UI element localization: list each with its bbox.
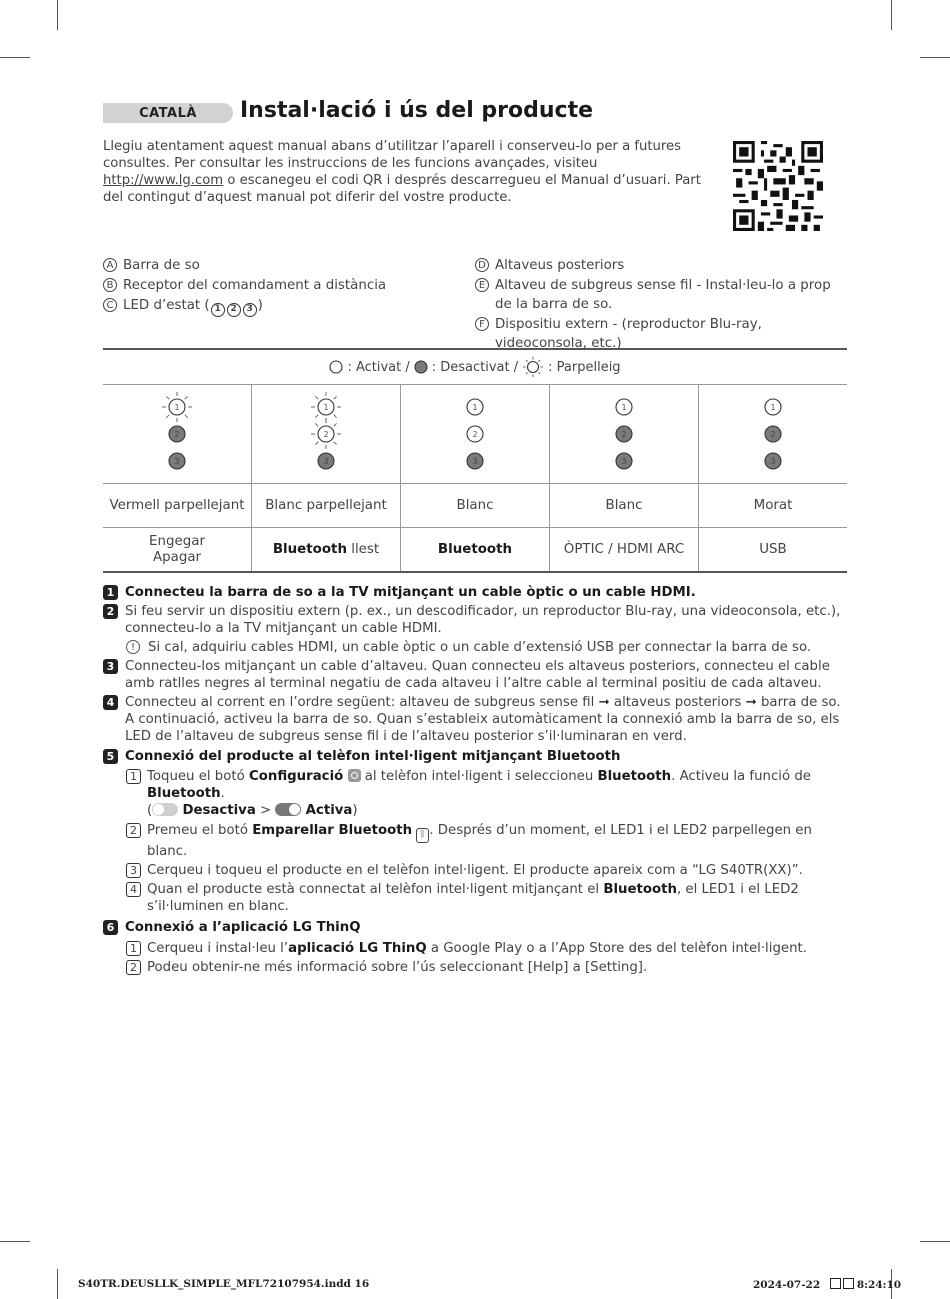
led-2-off-icon bbox=[616, 426, 632, 442]
step-6-1 bbox=[126, 940, 847, 957]
text-part: , el LED1 i el LED2 s’il·luminen en blanc. bbox=[147, 882, 799, 914]
substep-number-badge: 2 bbox=[126, 960, 141, 975]
text-part: al telèfon intel·ligent i seleccioneu bbox=[360, 769, 598, 784]
substep-text bbox=[147, 768, 847, 819]
state-text: USB bbox=[759, 542, 787, 557]
legend-text: LED d’estat ( bbox=[123, 298, 210, 313]
clock-icon bbox=[830, 1278, 841, 1289]
step-text: Connecteu la barra de so a la TV mitjançant un cable òptic o un cable HDMI. bbox=[125, 585, 696, 600]
led-state-cell bbox=[401, 528, 550, 571]
text-part: . Després d’un moment, el LED1 i el LED2 parpellegen en blanc. bbox=[147, 823, 812, 859]
text-part: ( bbox=[147, 803, 153, 818]
svg-text:1: 1 bbox=[621, 403, 627, 412]
led-diagram-cell bbox=[252, 385, 401, 483]
legend-item bbox=[103, 276, 453, 295]
step-text: Si feu servir un dispositiu extern (p. ex., un descodificador, un reproductor Blu-ray, una videoconsola, etc.), connecteu-lo a la TV mitjançant un cable HDMI. bbox=[125, 604, 841, 636]
substep-number-badge: 1 bbox=[126, 941, 141, 956]
led-3-off-icon bbox=[765, 453, 781, 469]
svg-text:2: 2 bbox=[323, 430, 329, 439]
svg-text:3: 3 bbox=[174, 457, 180, 466]
text-part: . Activeu la funció de bbox=[671, 769, 811, 784]
step-3 bbox=[103, 658, 847, 692]
led-state-row bbox=[103, 528, 847, 573]
led-number-badge: 2 bbox=[227, 303, 241, 317]
clock-icon bbox=[843, 1278, 854, 1289]
substep-number-badge: 3 bbox=[126, 863, 141, 878]
step-text-part: barra de so. A continuació, activeu la barra de so. Quan s’estableix automàticament la connexió amb la barra de so, els LED de l’altaveu de subgreus sense fil i de l’altaveu posterior s’il·luminaran en verd. bbox=[125, 695, 841, 744]
led-diagram-cell bbox=[103, 385, 252, 483]
led-color-row bbox=[103, 484, 847, 528]
legend-text: Receptor del comandament a distància bbox=[123, 278, 387, 293]
settings-label: Configuració bbox=[248, 769, 344, 784]
led-diagram-cell bbox=[401, 385, 550, 483]
lg-website-link[interactable]: http://www.lg.com bbox=[103, 173, 224, 188]
svg-text:3: 3 bbox=[472, 457, 478, 466]
step-1 bbox=[103, 584, 847, 601]
footer-date-text: 2024-07-22 bbox=[753, 1279, 821, 1291]
led-status-table bbox=[103, 348, 847, 573]
step-5-1 bbox=[126, 768, 847, 819]
svg-text:1: 1 bbox=[472, 403, 478, 412]
svg-text:1: 1 bbox=[770, 403, 776, 412]
legend-text-close: ) bbox=[257, 298, 263, 313]
state-text: ÒPTIC / HDMI ARC bbox=[563, 542, 685, 557]
svg-text:1: 1 bbox=[174, 403, 180, 412]
legend-right bbox=[475, 256, 847, 354]
intro-paragraph bbox=[103, 138, 713, 206]
step-number-badge: 6 bbox=[103, 920, 118, 935]
led-3-off-icon bbox=[467, 453, 483, 469]
legend-text: Altaveu de subgreus sense fil - Instal·leu-lo a prop de la barra de so. bbox=[495, 278, 831, 312]
led-diagram-cell bbox=[550, 385, 699, 483]
text-part: Quan el producte està connectat al telèfon intel·ligent mitjançant el bbox=[147, 882, 604, 897]
led-off-icon bbox=[414, 360, 428, 374]
led-3-off-icon bbox=[616, 453, 632, 469]
text-part: a Google Play o a l’App Store des del telèfon intel·ligent. bbox=[426, 941, 807, 956]
text-part: ) bbox=[352, 803, 358, 818]
led-color-cell: Vermell parpellejant bbox=[103, 484, 252, 527]
substep-text: Podeu obtenir-ne més informació sobre l’ús seleccionant [Help] a [Setting]. bbox=[147, 960, 648, 975]
legend-item bbox=[103, 296, 453, 317]
crop-mark bbox=[0, 57, 30, 58]
step-number-badge: 1 bbox=[103, 585, 118, 600]
led-diagram bbox=[445, 389, 505, 479]
pair-bluetooth-label: Emparellar Bluetooth bbox=[252, 823, 413, 838]
led-number-badge: 3 bbox=[243, 303, 257, 317]
svg-text:3: 3 bbox=[323, 457, 329, 466]
led-1-on-icon bbox=[467, 399, 483, 415]
state-bold: Bluetooth bbox=[437, 542, 513, 557]
text-part: . bbox=[220, 786, 225, 801]
svg-text:3: 3 bbox=[621, 457, 627, 466]
arrow-icon: ➞ bbox=[745, 695, 757, 710]
legend-text: Dispositiu extern - (reproductor Blu-ray, videoconsola, etc.) bbox=[495, 317, 762, 351]
footer-filename: S40TR.DEUSLLK_SIMPLE_MFL72107954.indd 16 bbox=[78, 1278, 370, 1290]
svg-text:2: 2 bbox=[472, 430, 478, 439]
app-name-label: aplicació LG ThinQ bbox=[288, 941, 427, 956]
led-3-off-icon bbox=[169, 453, 185, 469]
led-diagram bbox=[594, 389, 654, 479]
crop-mark bbox=[920, 57, 950, 58]
step-text: Connecteu-los mitjançant un cable d’altaveu. Quan connecteu els altaveus posteriors, connecteu el cable amb ratlles negres al terminal negatiu de cada altaveu i l’altre cable al terminal positiu de cada altaveu. bbox=[125, 659, 830, 691]
led-state-cell bbox=[252, 528, 401, 571]
legend-item bbox=[475, 276, 847, 314]
page-title: Instal·lació i ús del producte bbox=[240, 98, 594, 123]
step-text-part: altaveus posteriors bbox=[609, 695, 746, 710]
qr-code-icon[interactable] bbox=[733, 141, 823, 231]
step-number-badge: 5 bbox=[103, 749, 118, 764]
note-text: Si cal, adquiriu cables HDMI, un cable òptic o un cable d’extensió USB per connectar la barra de so. bbox=[148, 640, 812, 655]
letter-badge: E bbox=[475, 278, 489, 292]
led-on-label: : Activat / bbox=[347, 359, 410, 375]
led-diagram bbox=[296, 389, 356, 479]
letter-badge: B bbox=[103, 278, 117, 292]
step-2 bbox=[103, 603, 847, 637]
step-text-part: Connecteu al corrent en l’ordre següent: altaveu de subgreus sense fil bbox=[125, 695, 599, 710]
bluetooth-icon: ᛒ bbox=[416, 828, 429, 843]
gear-icon bbox=[348, 769, 361, 782]
led-number-badge: 1 bbox=[211, 303, 225, 317]
svg-text:1: 1 bbox=[323, 403, 329, 412]
led-color-cell: Blanc bbox=[550, 484, 699, 527]
bluetooth-label: Bluetooth bbox=[147, 786, 221, 801]
crop-mark bbox=[57, 0, 58, 30]
state-line: Apagar bbox=[152, 549, 202, 565]
led-blink-icon bbox=[522, 356, 544, 378]
step-5 bbox=[103, 748, 847, 765]
step-2-note bbox=[126, 639, 847, 656]
led-color-cell: Blanc parpellejant bbox=[252, 484, 401, 527]
toggle-off-label: Desactiva bbox=[182, 803, 256, 818]
text-part: Premeu el botó bbox=[147, 823, 253, 838]
instruction-steps bbox=[103, 584, 847, 978]
state-text: llest bbox=[346, 542, 380, 557]
led-diagram bbox=[743, 389, 803, 479]
step-6-2 bbox=[126, 959, 847, 976]
intro-text: Llegiu atentament aquest manual abans d’utilitzar l’aparell i conserveu-lo per a futures consultes. Per consultar les instruccions de les funcions avançades, visiteu bbox=[103, 139, 681, 171]
led-1-blink-icon bbox=[311, 392, 341, 422]
text-part: Cerqueu i instal·leu l’ bbox=[147, 941, 289, 956]
led-state-cell bbox=[699, 528, 847, 571]
crop-mark bbox=[920, 1241, 950, 1242]
text-part: Toqueu el botó bbox=[147, 769, 249, 784]
footer-time-text: 8:24:10 bbox=[856, 1279, 902, 1291]
led-2-blink-icon bbox=[311, 419, 341, 449]
led-color-cell: Morat bbox=[753, 498, 793, 513]
substep-text: Cerqueu i toqueu el producte en el telèfon intel·ligent. El producte apareix com a “LG S40TR(XX)”. bbox=[147, 863, 803, 878]
led-key-row bbox=[103, 350, 847, 385]
crop-mark bbox=[0, 1241, 30, 1242]
state-line: Engegar bbox=[149, 533, 205, 549]
step-number-badge: 4 bbox=[103, 695, 118, 710]
language-label: CATALÀ bbox=[103, 103, 233, 123]
substep-number-badge: 4 bbox=[126, 882, 141, 897]
step-5-3 bbox=[126, 862, 847, 879]
led-diagram-cell bbox=[699, 385, 847, 483]
led-1-blink-icon bbox=[162, 392, 192, 422]
step-number-badge: 2 bbox=[103, 604, 118, 619]
led-color-cell: Blanc bbox=[401, 484, 550, 527]
led-diagram-row bbox=[103, 385, 847, 484]
led-3-off-icon bbox=[318, 453, 334, 469]
legend-text: Altaveus posteriors bbox=[495, 258, 625, 273]
substep-text bbox=[147, 940, 847, 957]
substep-number-badge: 1 bbox=[126, 769, 141, 784]
substep-text bbox=[147, 822, 847, 860]
bluetooth-label: Bluetooth bbox=[603, 882, 677, 897]
chevron-right-icon: > bbox=[255, 803, 276, 818]
step-4 bbox=[103, 694, 847, 745]
led-blink-label: : Parpelleig bbox=[548, 359, 621, 375]
led-on-icon bbox=[329, 360, 343, 374]
led-1-on-icon bbox=[765, 399, 781, 415]
step-text bbox=[125, 694, 847, 745]
svg-text:2: 2 bbox=[174, 430, 180, 439]
arrow-icon: ➞ bbox=[598, 695, 610, 710]
letter-badge: C bbox=[103, 298, 117, 312]
legend-item bbox=[475, 256, 847, 275]
led-off-label: : Desactivat / bbox=[431, 359, 519, 375]
letter-badge: D bbox=[475, 258, 489, 272]
intro-text-end: o escanegeu el codi QR i després descarregueu el Manual d’usuari. Part del contingut d’aquest manual pot diferir del vostre producte. bbox=[103, 173, 701, 205]
step-5-2 bbox=[126, 822, 847, 860]
toggle-on-icon bbox=[275, 803, 301, 816]
led-state-cell bbox=[103, 528, 252, 571]
led-1-on-icon bbox=[616, 399, 632, 415]
step-5-4 bbox=[126, 881, 847, 915]
legend-item bbox=[103, 256, 453, 275]
substep-text bbox=[147, 881, 847, 915]
substep-number-badge: 2 bbox=[126, 823, 141, 838]
letter-badge: F bbox=[475, 317, 489, 331]
led-diagram bbox=[147, 389, 207, 479]
svg-text:2: 2 bbox=[621, 430, 627, 439]
toggle-off-icon bbox=[152, 803, 178, 816]
led-2-off-icon bbox=[765, 426, 781, 442]
warning-icon: ! bbox=[126, 640, 140, 654]
legend-text: Barra de so bbox=[123, 258, 200, 273]
svg-text:3: 3 bbox=[770, 457, 776, 466]
step-number-badge: 3 bbox=[103, 659, 118, 674]
state-bold: Bluetooth bbox=[272, 542, 347, 557]
letter-badge: A bbox=[103, 258, 117, 272]
svg-text:2: 2 bbox=[770, 430, 776, 439]
crop-mark bbox=[891, 0, 892, 30]
led-2-off-icon bbox=[169, 426, 185, 442]
footer-date bbox=[753, 1278, 901, 1291]
step-text: Connexió del producte al telèfon intel·ligent mitjançant Bluetooth bbox=[125, 749, 621, 764]
led-2-on-icon bbox=[467, 426, 483, 442]
legend-left bbox=[103, 256, 453, 318]
crop-mark bbox=[57, 1269, 58, 1299]
led-state-cell bbox=[550, 528, 699, 571]
toggle-on-label: Activa bbox=[305, 803, 353, 818]
bluetooth-label: Bluetooth bbox=[597, 769, 672, 784]
step-6 bbox=[103, 919, 847, 936]
step-text: Connexió a l’aplicació LG ThinQ bbox=[125, 920, 361, 935]
